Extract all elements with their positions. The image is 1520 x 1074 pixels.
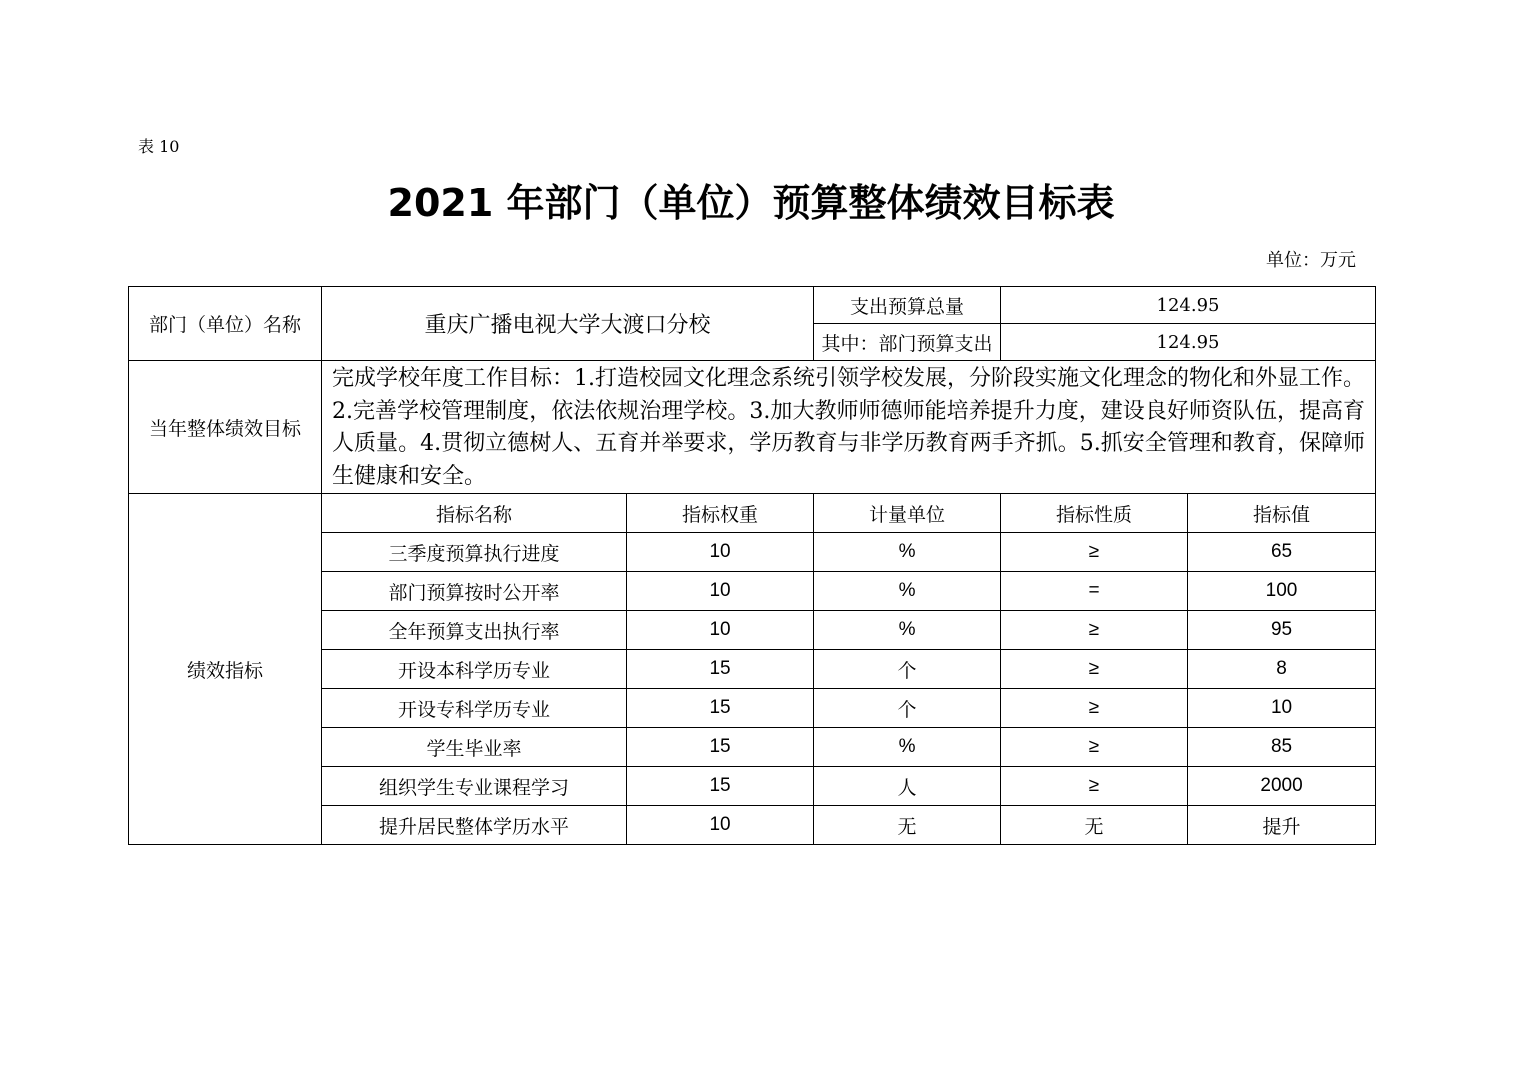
page-title: 2021 年部门（单位）预算整体绩效目标表 xyxy=(387,181,1115,225)
total-budget-label: 支出预算总量 xyxy=(814,287,1001,324)
indicator-nature: ≥ xyxy=(1001,728,1188,767)
table-number: 表 10 xyxy=(138,137,180,156)
indicator-header-row xyxy=(129,494,1376,533)
column-header: 指标值 xyxy=(1188,494,1376,533)
indicator-value: 95 xyxy=(1188,611,1376,650)
indicator-nature: = xyxy=(1001,572,1188,611)
indicator-name: 开设本科学历专业 xyxy=(322,650,627,689)
indicator-unit: % xyxy=(814,533,1001,572)
indicator-unit: % xyxy=(814,611,1001,650)
indicator-name: 部门预算按时公开率 xyxy=(322,572,627,611)
column-header: 计量单位 xyxy=(814,494,1001,533)
indicator-name: 三季度预算执行进度 xyxy=(322,533,627,572)
indicator-unit: % xyxy=(814,572,1001,611)
indicator-value: 100 xyxy=(1188,572,1376,611)
goal-label: 当年整体绩效目标 xyxy=(129,361,322,494)
indicator-value: 8 xyxy=(1188,650,1376,689)
dept-budget-label: 其中：部门预算支出 xyxy=(814,324,1001,361)
indicator-unit: 个 xyxy=(814,689,1001,728)
indicator-value: 85 xyxy=(1188,728,1376,767)
indicator-name: 开设专科学历专业 xyxy=(322,689,627,728)
indicator-unit: 个 xyxy=(814,650,1001,689)
unit-label: 单位：万元 xyxy=(1266,250,1356,271)
dept-name-value: 重庆广播电视大学大渡口分校 xyxy=(322,287,814,361)
dept-name-label: 部门（单位）名称 xyxy=(129,287,322,361)
indicator-weight: 10 xyxy=(627,533,814,572)
goal-text: 完成学校年度工作目标：1.打造校园文化理念系统引领学校发展，分阶段实施文化理念的物化和外显工作。2.完善学校管理制度，依法依规治理学校。3.加大教师师德师能培养提升力度，建设良好师资队伍，提高育人质量。4.贯彻立德树人、五育并举要求，学历教育与非学历教育两手齐抓。5.抓安全管理和教育，保障师生健康和安全。 xyxy=(322,361,1376,494)
indicator-name: 全年预算支出执行率 xyxy=(322,611,627,650)
indicator-name: 组织学生专业课程学习 xyxy=(322,767,627,806)
indicator-weight: 10 xyxy=(627,611,814,650)
indicator-value: 提升 xyxy=(1188,806,1376,845)
indicator-unit: 人 xyxy=(814,767,1001,806)
indicator-name: 学生毕业率 xyxy=(322,728,627,767)
column-header: 指标权重 xyxy=(627,494,814,533)
indicator-value: 10 xyxy=(1188,689,1376,728)
total-budget-value: 124.95 xyxy=(1001,287,1376,324)
performance-target-table xyxy=(128,286,1376,845)
column-header: 指标性质 xyxy=(1001,494,1188,533)
indicator-weight: 10 xyxy=(627,572,814,611)
indicator-nature: ≥ xyxy=(1001,533,1188,572)
indicator-name: 提升居民整体学历水平 xyxy=(322,806,627,845)
indicator-nature: ≥ xyxy=(1001,767,1188,806)
column-header: 指标名称 xyxy=(322,494,627,533)
indicators-label: 绩效指标 xyxy=(129,494,322,845)
dept-row-total xyxy=(129,287,1376,324)
indicator-weight: 15 xyxy=(627,728,814,767)
indicator-weight: 15 xyxy=(627,767,814,806)
indicator-weight: 15 xyxy=(627,650,814,689)
goal-row xyxy=(129,361,1376,494)
indicator-nature: 无 xyxy=(1001,806,1188,845)
indicator-weight: 15 xyxy=(627,689,814,728)
indicator-weight: 10 xyxy=(627,806,814,845)
indicator-unit: % xyxy=(814,728,1001,767)
indicator-unit: 无 xyxy=(814,806,1001,845)
dept-budget-value: 124.95 xyxy=(1001,324,1376,361)
indicator-nature: ≥ xyxy=(1001,689,1188,728)
indicator-value: 2000 xyxy=(1188,767,1376,806)
indicator-value: 65 xyxy=(1188,533,1376,572)
indicator-nature: ≥ xyxy=(1001,611,1188,650)
indicator-nature: ≥ xyxy=(1001,650,1188,689)
